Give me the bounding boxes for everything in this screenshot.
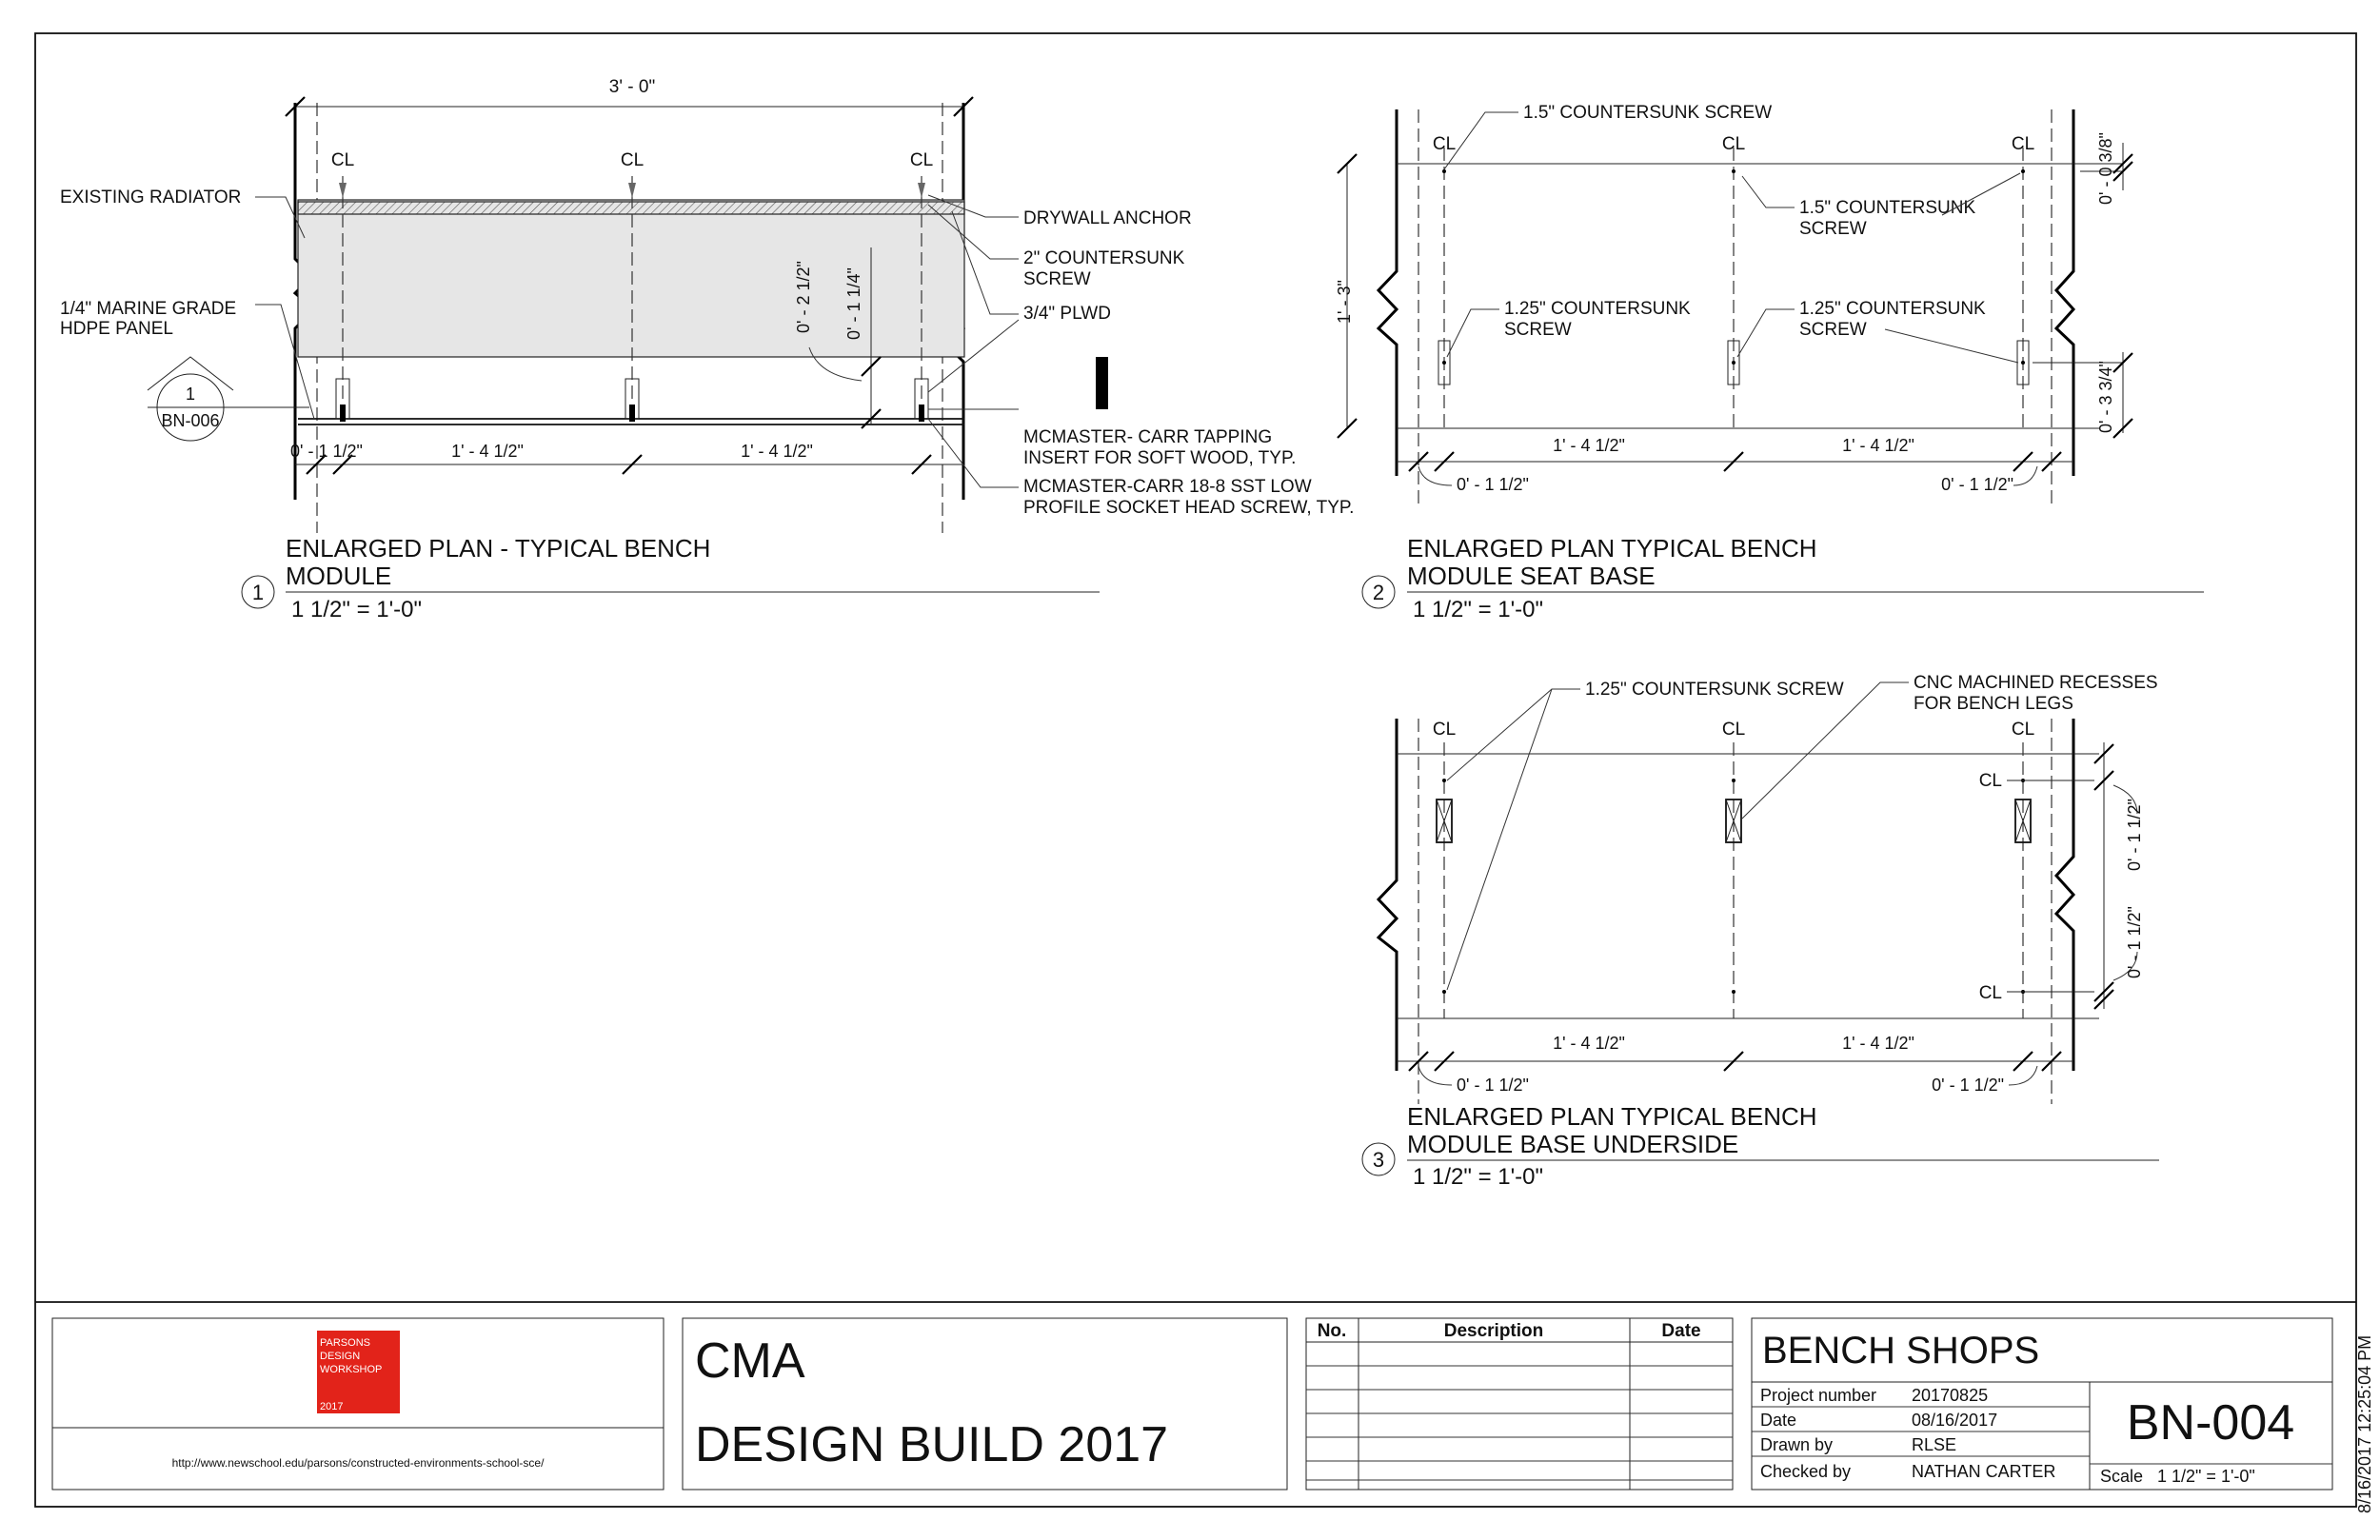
- checked-by-label: Checked by: [1760, 1462, 1852, 1481]
- v3-label-cnc-recesses-line2: FOR BENCH LEGS: [1914, 694, 2073, 714]
- scale-value: 1 1/2" = 1'-0": [2157, 1467, 2255, 1486]
- logo-year: 2017: [320, 1401, 344, 1412]
- project-number: 20170825: [1912, 1386, 1989, 1405]
- v3-view-title-line2: MODULE BASE UNDERSIDE: [1407, 1130, 1739, 1158]
- v1-section-tag: [148, 357, 309, 441]
- v2-view-scale: 1 1/2" = 1'-0": [1413, 597, 1544, 622]
- v1-section-tag-sheet: BN-006: [161, 411, 220, 430]
- view-3-enlarged-plan-base-underside: [1362, 673, 2159, 1190]
- v2-label-1-25-screw-mid-line2: SCREW: [1799, 320, 1867, 340]
- school-url: http://www.newschool.edu/parsons/constructed-environments-school-sce/: [171, 1456, 545, 1470]
- v1-plywood-hatch: [298, 202, 964, 214]
- v2-label-1-5-screw-right-line1: 1.5" COUNTERSUNK: [1799, 198, 1976, 218]
- v1-label-hdpe-panel-line2: HDPE PANEL: [60, 319, 173, 339]
- project-info-panel: [1752, 1318, 2332, 1490]
- v1-dim-vertical-a: 0' - 2 1/2": [794, 261, 813, 333]
- v1-dim-span-a: 1' - 4 1/2": [451, 442, 524, 461]
- v2-label-1-25-screw-left-line2: SCREW: [1504, 320, 1572, 340]
- v3-view-scale: 1 1/2" = 1'-0": [1413, 1164, 1544, 1190]
- v1-drywall-anchors: [339, 183, 925, 198]
- v2-cl-label: CL: [2011, 134, 2035, 154]
- v2-dim-height: 1' - 3": [1335, 280, 1354, 324]
- v2-cl-label: CL: [1721, 134, 1746, 154]
- v1-view-title-line2: MODULE: [286, 562, 392, 590]
- v2-dim-span-a: 1' - 4 1/2": [1553, 436, 1625, 455]
- v1-label-hdpe-panel-line1: 1/4" MARINE GRADE: [60, 299, 237, 319]
- v1-dim-span-b: 1' - 4 1/2": [741, 442, 813, 461]
- v3-label-1-25-screw: 1.25" COUNTERSUNK SCREW: [1585, 680, 1844, 700]
- v1-label-drywall-anchor: DRYWALL ANCHOR: [1023, 208, 1192, 228]
- v3-centerlines: [1444, 742, 2023, 1018]
- view-2-enlarged-plan-seat-base: [1335, 103, 2204, 622]
- v1-label-plywood: 3/4" PLWD: [1023, 304, 1111, 324]
- v3-left-wall-breakline: [1378, 719, 1397, 1071]
- v2-label-1-5-screw-top: 1.5" COUNTERSUNK SCREW: [1523, 103, 1773, 123]
- v1-tapping-inserts: [336, 379, 928, 422]
- v2-label-1-25-screw-mid-line1: 1.25" COUNTERSUNK: [1799, 299, 1986, 319]
- revisions-header-description: Description: [1443, 1321, 1544, 1341]
- sheet-number: BN-004: [2126, 1395, 2295, 1451]
- client-name: CMA: [695, 1333, 805, 1389]
- project-number-label: Project number: [1760, 1386, 1877, 1405]
- revisions-header-date: Date: [1661, 1321, 1701, 1341]
- v3-label-cnc-recesses-line1: CNC MACHINED RECESSES: [1914, 673, 2158, 693]
- v2-dim-right-top: 0' - 0 3/8": [2096, 132, 2115, 205]
- v1-label-2in-screw-line2: SCREW: [1023, 269, 1091, 289]
- v3-dim-right-bottom: 0' - 1 1/2": [2125, 906, 2144, 978]
- scale-label: Scale: [2100, 1467, 2144, 1486]
- v1-section-cut-marker: [1096, 357, 1108, 409]
- v3-cl-label-right-top: CL: [1978, 771, 2002, 791]
- v3-cl-label: CL: [2011, 720, 2035, 740]
- v2-label-1-5-screw-right-line2: SCREW: [1799, 219, 1867, 239]
- v1-label-insert-line1: MCMASTER- CARR TAPPING: [1023, 427, 1273, 447]
- v1-cl-label: CL: [909, 150, 934, 170]
- v1-view-title-line1: ENLARGED PLAN - TYPICAL BENCH: [286, 534, 711, 563]
- v1-dim-vertical-b: 0' - 1 1/4": [844, 267, 863, 340]
- v1-overall-dimension: 3' - 0": [608, 77, 656, 97]
- v2-left-wall-breakline: [1378, 109, 1397, 476]
- v1-label-socket-screw-line1: MCMASTER-CARR 18-8 SST LOW: [1023, 477, 1312, 497]
- revisions-table: [1306, 1318, 1733, 1490]
- v3-view-title-line1: ENLARGED PLAN TYPICAL BENCH: [1407, 1102, 1817, 1131]
- v1-label-insert-line2: INSERT FOR SOFT WOOD, TYP.: [1023, 448, 1297, 468]
- v3-dim-edge-left: 0' - 1 1/2": [1457, 1076, 1529, 1095]
- drawn-by: RLSE: [1912, 1435, 1957, 1454]
- v3-dim-right-top: 0' - 1 1/2": [2125, 799, 2144, 871]
- project-name: BENCH SHOPS: [1762, 1330, 2040, 1372]
- v1-dim-edge: 0' - 1 1/2": [290, 442, 363, 461]
- view-1-enlarged-plan-bench-module: [60, 77, 1354, 622]
- v2-dim-edge-left: 0' - 1 1/2": [1457, 475, 1529, 494]
- v1-existing-radiator-fill: [298, 200, 964, 357]
- v2-dim-span-b: 1' - 4 1/2": [1842, 436, 1914, 455]
- logo-line3: WORKSHOP: [320, 1364, 383, 1375]
- v1-label-2in-screw-line1: 2" COUNTERSUNK: [1023, 248, 1185, 268]
- v2-view-title-line1: ENLARGED PLAN TYPICAL BENCH: [1407, 534, 1817, 563]
- v2-dim-right-bottom: 0' - 3 3/4": [2096, 361, 2115, 433]
- v3-cl-label-right-bottom: CL: [1978, 983, 2002, 1003]
- v3-view-number: 3: [1372, 1148, 1385, 1172]
- v3-cl-label: CL: [1721, 720, 1746, 740]
- v2-view-title-line2: MODULE SEAT BASE: [1407, 562, 1656, 590]
- date-value: 08/16/2017: [1912, 1411, 1998, 1430]
- v3-cl-label: CL: [1432, 720, 1457, 740]
- drawn-by-label: Drawn by: [1760, 1435, 1834, 1454]
- title-block: [35, 1302, 2356, 1490]
- project-series: DESIGN BUILD 2017: [695, 1417, 1169, 1472]
- logo-line1: PARSONS: [320, 1337, 370, 1349]
- v3-dim-span-b: 1' - 4 1/2": [1842, 1034, 1914, 1053]
- checked-by: NATHAN CARTER: [1912, 1462, 2056, 1481]
- v2-view-number: 2: [1372, 581, 1385, 604]
- v2-dim-edge-right: 0' - 1 1/2": [1941, 475, 2013, 494]
- v1-label-existing-radiator: EXISTING RADIATOR: [60, 188, 242, 207]
- v1-cl-label: CL: [330, 150, 355, 170]
- v1-label-socket-screw-line2: PROFILE SOCKET HEAD SCREW, TYP.: [1023, 498, 1355, 518]
- plotted-timestamp: 8/16/2017 12:25:04 PM: [2355, 1334, 2374, 1513]
- logo-line2: DESIGN: [320, 1351, 361, 1362]
- v2-cl-label: CL: [1432, 134, 1457, 154]
- v2-label-1-25-screw-left-line1: 1.25" COUNTERSUNK: [1504, 299, 1691, 319]
- date-label: Date: [1760, 1411, 1797, 1430]
- v1-cl-label: CL: [620, 150, 645, 170]
- v1-section-tag-number: 1: [185, 385, 196, 404]
- v1-view-number: 1: [251, 581, 265, 604]
- v2-right-wall-breakline: [2056, 109, 2073, 476]
- v1-view-scale: 1 1/2" = 1'-0": [291, 597, 423, 622]
- v3-dim-span-a: 1' - 4 1/2": [1553, 1034, 1625, 1053]
- revisions-header-no: No.: [1317, 1321, 1347, 1341]
- v3-dim-edge-right: 0' - 1 1/2": [1932, 1076, 2004, 1095]
- v2-centerlines: [1444, 148, 2023, 428]
